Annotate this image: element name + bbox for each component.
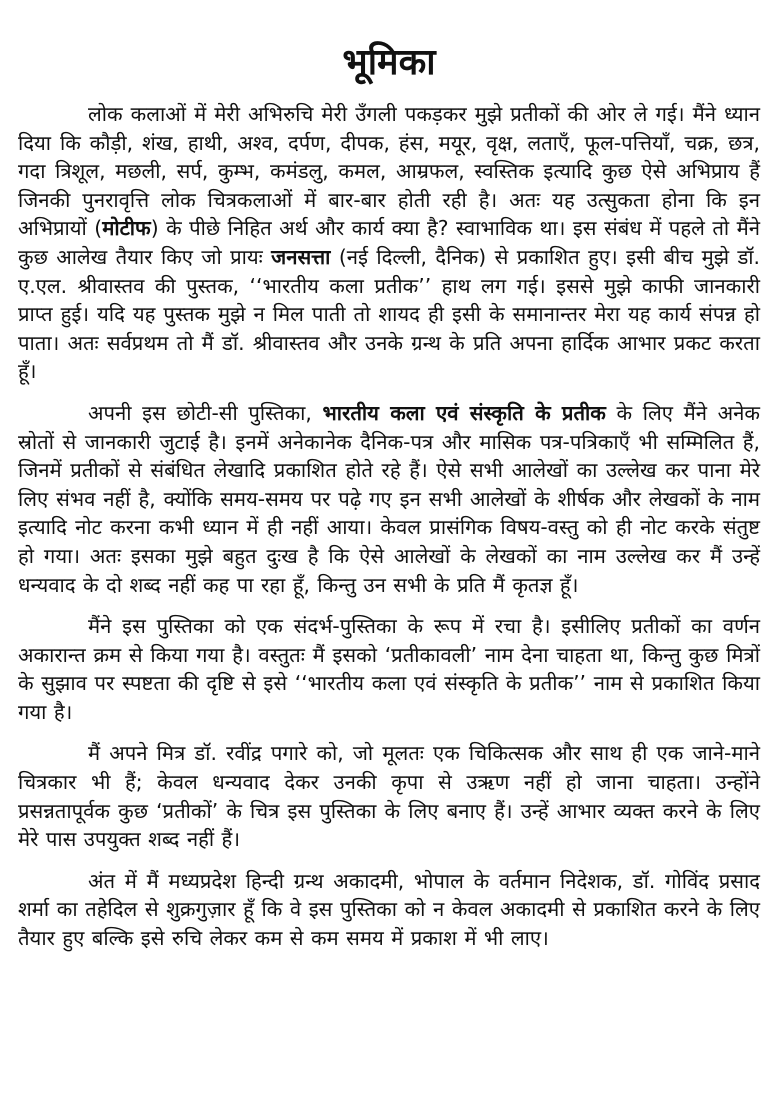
text-segment: ) के पीछे निहित अर्थ और कार्य क्या है? स्वाभाविक था। इस संबंध में पहले तो मैंने कुछ आलेख तैयार किए जो प्रायः [18,216,760,269]
text-segment: मैं अपने मित्र डॉ. रवींद्र पगारे को, जो मूलतः एक चिकित्सक और साथ ही एक जाने-माने चित्रकार भी हैं; केवल धन्यवाद देकर उनकी कृपा से उऋण नहीं हो जाना चाहता। उन्होंने प्रसन्नतापूर्वक कुछ ‘प्रतीकों’ के चित्र इस पुस्तिका के लिए बनाए हैं। उन्हें आभार व्यक्त करने के लिए मेरे पास उपयुक्त शब्द नहीं हैं। [18,741,760,852]
bold-book-title: भारतीय कला एवं संस्कृति के प्रतीक [322,400,606,425]
text-segment: मैंने इस पुस्तिका को एक संदर्भ-पुस्तिका के रूप में रचा है। इसीलिए प्रतीकों का वर्णन अकारान्त क्रम से किया गया है। वस्तुतः मैं इसको ‘प्रतीकावली’ नाम देना चाहता था, किन्तु कुछ मित्रों के सुझाव पर स्पष्टता की दृष्टि से इसे ‘‘भारतीय कला एवं संस्कृति के प्रतीक’’ नाम से प्रकाशित किया गया है। [18,614,760,724]
text-segment: (नई दिल्ली, दैनिक) से प्रकाशित हुए। इसी बीच मुझे डॉ. ए.एल. श्रीवास्तव की पुस्तक, ‘‘भारतीय कला प्रतीक’’ हाथ लग गई। इससे मुझे काफी जानकारी प्राप्त हुई। यदि यह पुस्तक मुझे न मिल पाती तो शायद ही इसी के समानान्तर मेरा यह कार्य संपन्न हो पाता। अतः सर्वप्रथम तो मैं डॉ. श्रीवास्तव और उनके ग्रन्थ के प्रति अपना हार्दिक आभार प्रकट करता हूँ। [18,244,760,384]
text-segment: अंत में मैं मध्यप्रदेश हिन्दी ग्रन्थ अकादमी, भोपाल के वर्तमान निदेशक, डॉ. गोविंद प्रसाद शर्मा का तहेदिल से शुक्रगुज़ार हूँ कि वे इस पुस्तिका को न केवल अकादमी से प्रकाशित करने के लिए तैयार हुए बल्कि इसे रुचि लेकर कम से कम समय में प्रकाश में भी लाए। [18,868,760,951]
paragraph-5 [18,867,760,953]
text-segment: लोक कलाओं में मेरी अभिरुचि मेरी उँगली पकड़कर मुझे प्रतीकों की ओर ले गई। मैंने ध्यान दिया कि कौड़ी, शंख, हाथी, अश्व, दर्पण, दीपक, हंस, मयूर, वृक्ष, लताएँ, फूल-पत्तियाँ, चक्र, छत्र, गदा त्रिशूल, मछली, सर्प, कुम्भ, कमंडलु, कमल, आम्रफल, स्वस्तिक इत्यादि कुछ ऐसे अभिप्राय हैं जिनकी पुनरावृत्ति लोक चित्रकलाओं में बार-बार होती रही है। अतः यह उत्सुकता होना कि इन अभिप्रायों ( [18,102,760,241]
text-segment: अपनी इस छोटी-सी पुस्तिका, [88,400,323,425]
bold-term-jansatta: जनसत्ता [271,244,331,269]
paragraph-1 [18,100,760,386]
paragraph-2 [18,399,760,599]
paragraph-4 [18,739,760,853]
bold-term-motif: मोटीफ [102,216,151,241]
page-title: भूमिका [342,42,436,83]
paragraph-3 [18,612,760,726]
text-segment: के लिए मैंने अनेक स्रोतों से जानकारी जुटाई है। इनमें अनेकानेक दैनिक-पत्र और मासिक पत्र-पत्रिकाएँ भी सम्मिलित हैं, जिनमें प्रतीकों से संबंधित लेखादि प्रकाशित होते रहे हैं। ऐसे सभी आलेखों का उल्लेख कर पाना मेरे लिए संभव नहीं है, क्योंकि समय-समय पर पढ़े गए इन सभी आलेखों के शीर्षक और लेखकों के नाम इत्यादि नोट करना कभी ध्यान में ही नहीं आया। केवल प्रासंगिक विषय-वस्तु को ही नोट करके संतुष्ट हो गया। अतः इसका मुझे बहुत दुःख है कि ऐसे आलेखों के लेखकों का नाम उल्लेख कर मैं उन्हें धन्यवाद के दो शब्द नहीं कह पा रहा हूँ, किन्तु उन सभी के प्रति मैं कृतज्ञ हूँ। [18,400,760,597]
